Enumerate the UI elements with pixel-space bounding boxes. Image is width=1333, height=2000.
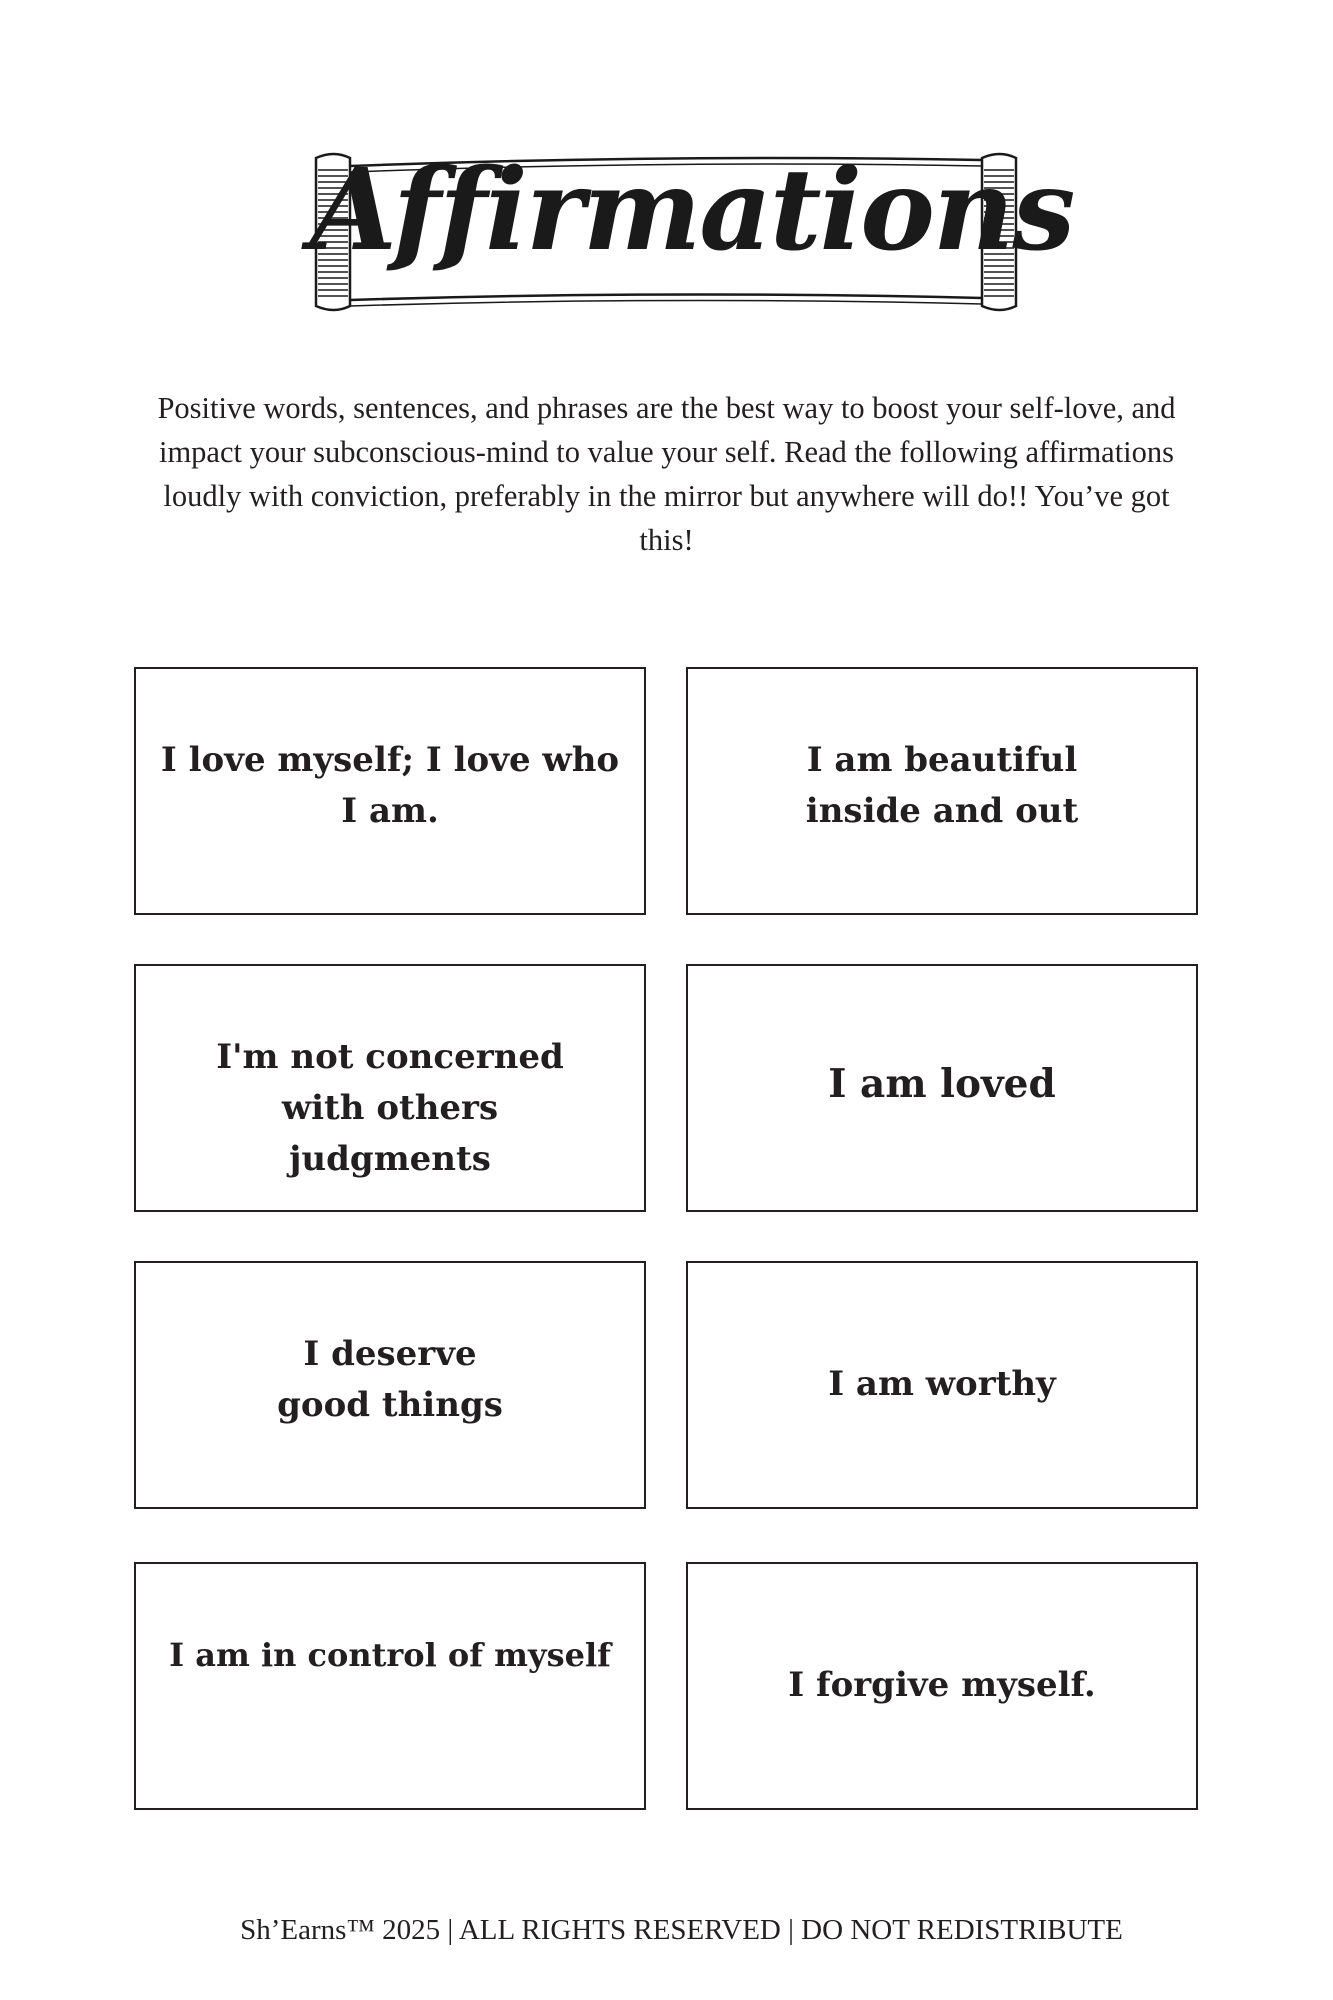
affirmation-card <box>686 667 1198 915</box>
affirmation-text: I am loved <box>828 1061 1056 1107</box>
affirmation-text: I forgive myself. <box>788 1665 1096 1705</box>
affirmation-card <box>134 1261 646 1509</box>
affirmation-text: I deserve good things <box>277 1334 503 1425</box>
affirmation-text: I am beautiful inside and out <box>805 740 1079 831</box>
affirmation-text: I love myself; I love who I am. <box>160 740 620 831</box>
intro-paragraph: Positive words, sentences, and phrases are the best way to boost your self-love, and impact your subconscious-mind to value your self. Read the following affirmations loudly with conviction, preferably in the mirror but anywhere will do!! You’ve got this! <box>157 391 1176 557</box>
footer-copyright: Sh’Earns™ 2025 | ALL RIGHTS RESERVED | DO NOT REDISTRIBUTE <box>240 1914 1123 1946</box>
title-banner <box>310 130 1074 320</box>
affirmation-card <box>134 964 646 1212</box>
affirmation-text: I am in control of myself <box>169 1636 611 1674</box>
affirmation-card <box>134 1562 646 1810</box>
affirmation-text: I'm not concerned with others judgments <box>216 1037 564 1179</box>
affirmation-card <box>134 667 646 915</box>
affirmation-text: I am worthy <box>828 1364 1056 1404</box>
page-title: Affirmations <box>310 145 1074 276</box>
affirmation-card <box>686 1562 1198 1810</box>
affirmation-card <box>686 964 1198 1212</box>
affirmation-card <box>686 1261 1198 1509</box>
